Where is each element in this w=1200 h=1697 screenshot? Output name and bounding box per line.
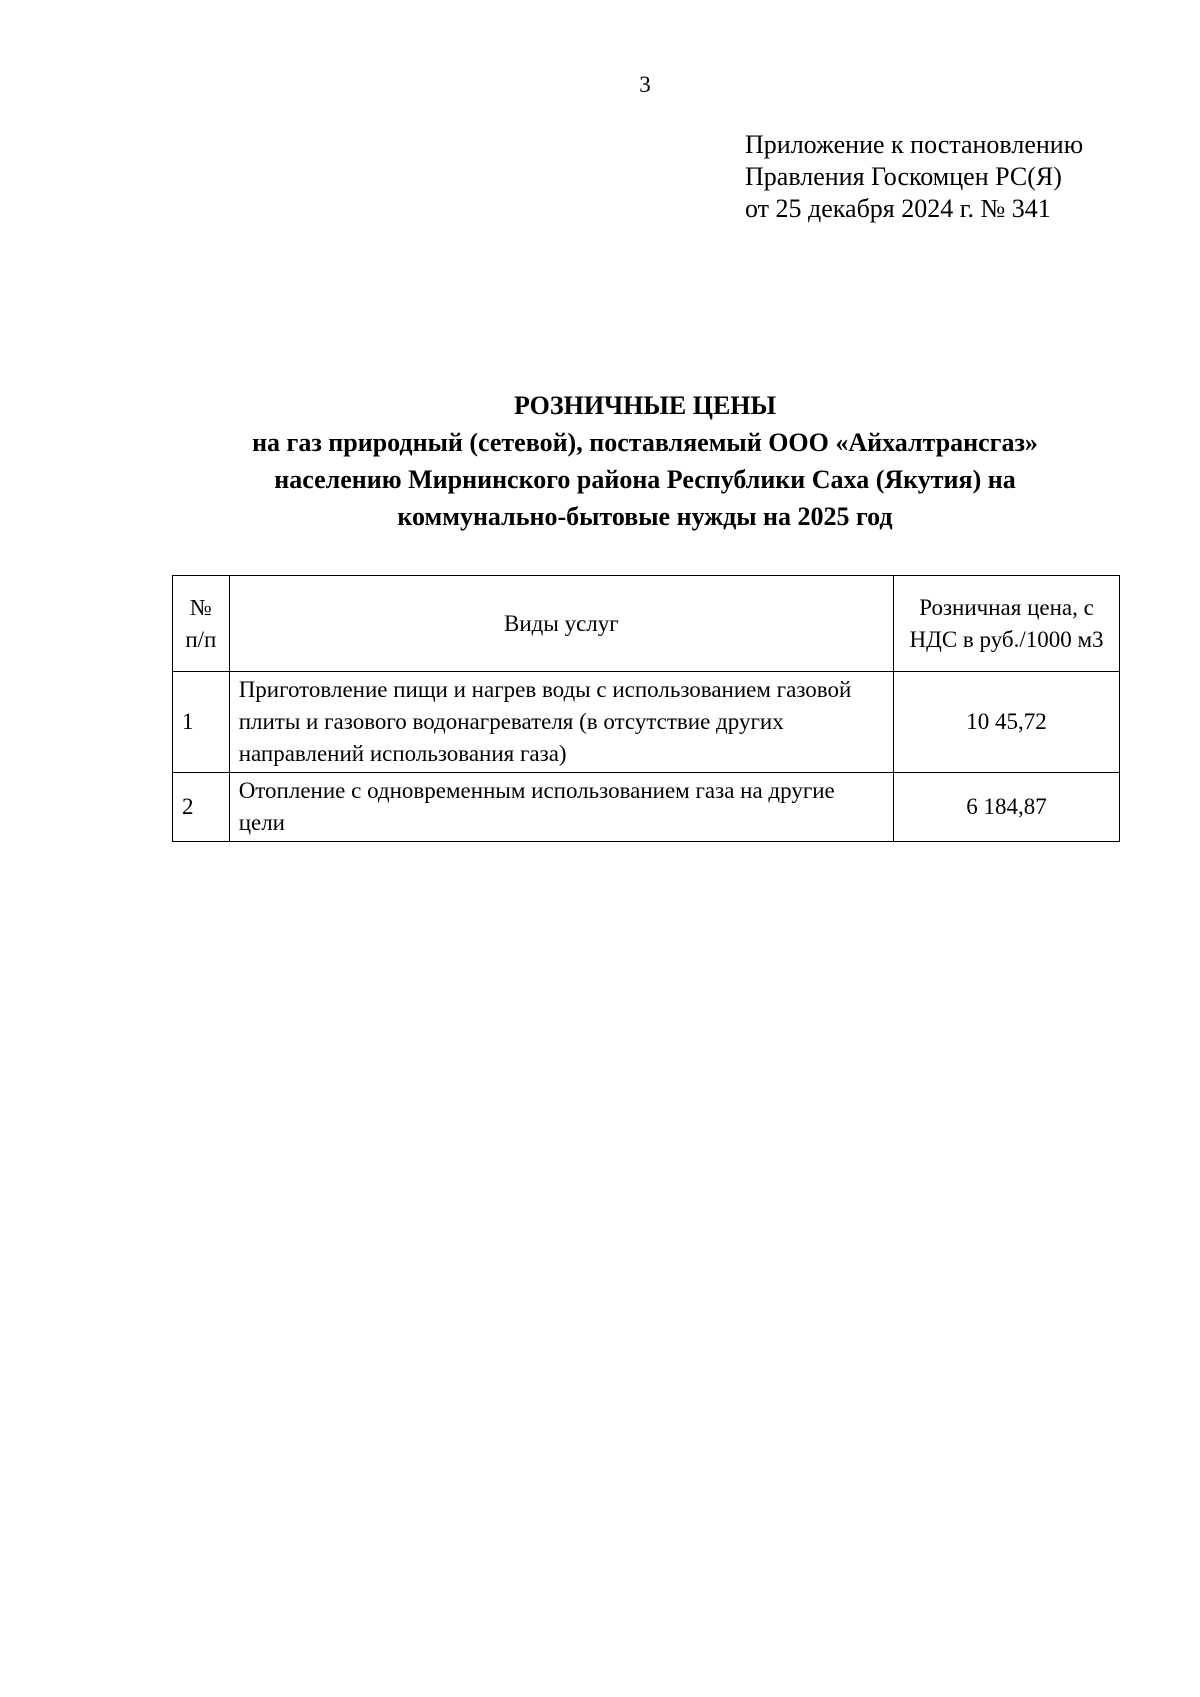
appendix-line: Правления Госкомцен РС(Я) [745,162,1062,191]
row-service: Отопление с одновременным использованием газа на другие цели [229,773,893,842]
table-row [173,672,1120,773]
header-service: Виды услуг [229,576,893,672]
row-num: 1 [173,672,230,773]
row-price: 10 45,72 [894,672,1120,773]
document-title [0,387,1200,535]
page-number: 3 [639,72,651,97]
header-price: Розничная цена, с НДС в руб./1000 м3 [894,576,1120,672]
title-subline: коммунально-бытовые нужды на 2025 год [397,502,893,531]
row-service: Приготовление пищи и нагрев воды с использованием газовой плиты и газового водонагревателя (в отсутствие других направлений использования газа) [229,672,893,773]
row-price: 6 184,87 [894,773,1120,842]
title-subline: на газ природный (сетевой), поставляемый ООО «Айхалтрансгаз» [252,428,1038,457]
appendix-line: Приложение к постановлению [745,130,1084,159]
appendix-line: от 25 декабря 2024 г. № 341 [745,194,1051,223]
title-subline: населению Мирнинского района Республики Саха (Якутия) на [274,465,1016,494]
table-row [173,773,1120,842]
price-table [172,575,1120,842]
table-header-row [173,576,1120,672]
title-heading: РОЗНИЧНЫЕ ЦЕНЫ [513,391,777,420]
header-num: № п/п [173,576,230,672]
row-num: 2 [173,773,230,842]
appendix-note [745,129,1083,225]
